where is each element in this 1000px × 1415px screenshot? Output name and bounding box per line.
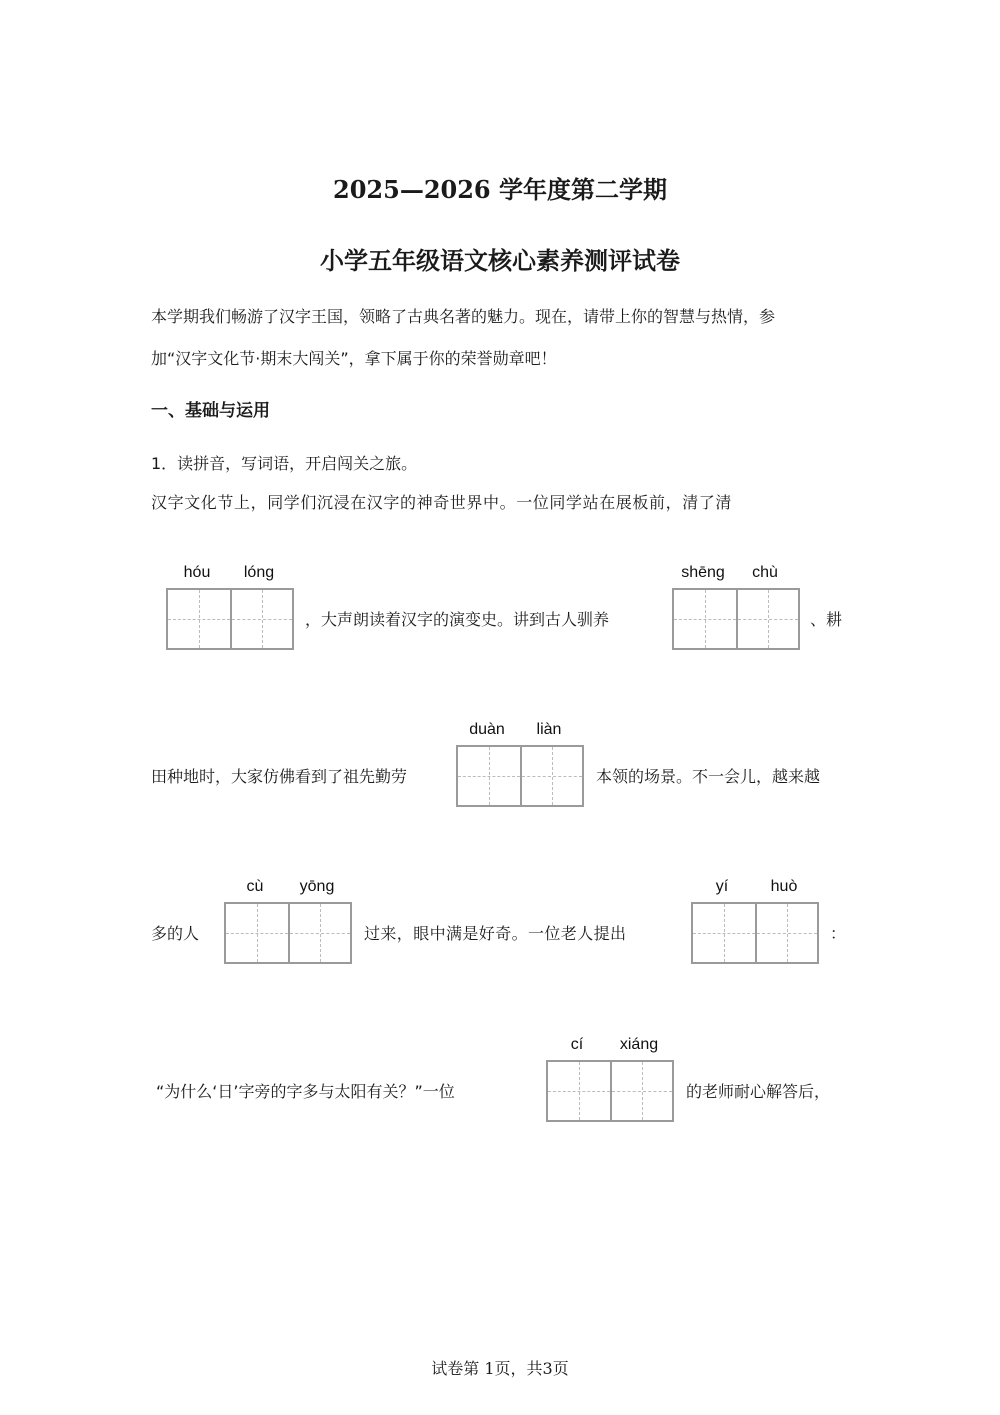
passage-fragment: 多的人 <box>151 924 200 943</box>
passage-fragment: 本领的场景。不一会儿，越来越 <box>596 767 821 786</box>
answer-grid-sheng-chu[interactable] <box>672 564 800 650</box>
pinyin-label: cù <box>246 878 264 895</box>
section-heading: 一、基础与运用 <box>151 401 270 421</box>
tian-grid-cell[interactable] <box>168 590 230 648</box>
answer-grid-cu-yong[interactable] <box>224 878 352 964</box>
answer-grid-yi-huo[interactable] <box>691 878 819 964</box>
question-prompt: 1．读拼音，写词语，开启闯关之旅。 <box>151 454 418 473</box>
pinyin-label: xiáng <box>619 1036 659 1053</box>
tian-grid-cell[interactable] <box>610 1062 672 1120</box>
pinyin-label: yí <box>715 878 729 895</box>
pinyin-label: hóu <box>183 564 211 581</box>
tian-grid-cell[interactable] <box>736 590 798 648</box>
tian-grid-cell[interactable] <box>755 904 817 962</box>
tian-grid-cell[interactable] <box>548 1062 610 1120</box>
tian-grid-cell[interactable] <box>520 747 582 805</box>
exam-title: 2025—2026 学年度第二学期 <box>333 175 667 204</box>
pinyin-label: liàn <box>536 721 562 738</box>
pinyin-label: shēng <box>681 564 725 581</box>
tian-grid-cell[interactable] <box>226 904 288 962</box>
pinyin-label: duàn <box>469 721 505 738</box>
page-number: 试卷第 1页，共3页 <box>431 1359 569 1378</box>
answer-grid-ci-xiang[interactable] <box>546 1036 674 1122</box>
tian-grid-cell[interactable] <box>693 904 755 962</box>
passage-fragment: 的老师耐心解答后， <box>686 1082 831 1101</box>
tian-grid-cell[interactable] <box>230 590 292 648</box>
pinyin-label: chù <box>752 564 778 581</box>
pinyin-label: lóng <box>243 564 275 581</box>
passage-fragment: ： <box>830 924 847 943</box>
exam-subtitle: 小学五年级语文核心素养测评试卷 <box>320 247 680 275</box>
answer-grid-hou-long[interactable] <box>166 564 294 650</box>
pinyin-label: huò <box>770 878 798 895</box>
answer-grid-duan-lian[interactable] <box>456 721 584 807</box>
passage-fragment: 田种地时，大家仿佛看到了祖先勤劳 <box>151 767 408 786</box>
pinyin-label: cí <box>570 1036 584 1053</box>
tian-grid-cell[interactable] <box>674 590 736 648</box>
intro-line-2: 加“汉字文化节·期末大闯关”，拿下属于你的荣誉勋章吧！ <box>151 349 557 368</box>
tian-grid-cell[interactable] <box>288 904 350 962</box>
intro-line-1: 本学期我们畅游了汉字王国，领略了古典名著的魅力。现在，请带上你的智慧与热情，参 <box>151 307 776 326</box>
pinyin-label: yōng <box>299 878 335 895</box>
passage-fragment: 过来，眼中满是好奇。一位老人提出 <box>364 924 627 943</box>
passage-fragment: ，大声朗读着汉字的演变史。讲到古人驯养 <box>305 610 610 629</box>
passage-fragment: 、耕 <box>810 610 843 629</box>
tian-grid-cell[interactable] <box>458 747 520 805</box>
passage-line-1: 汉字文化节上，同学们沉浸在汉字的神奇世界中。一位同学站在展板前，清了清 <box>151 493 733 512</box>
passage-fragment: “为什么‘日’字旁的字多与太阳有关？”一位 <box>156 1082 455 1101</box>
